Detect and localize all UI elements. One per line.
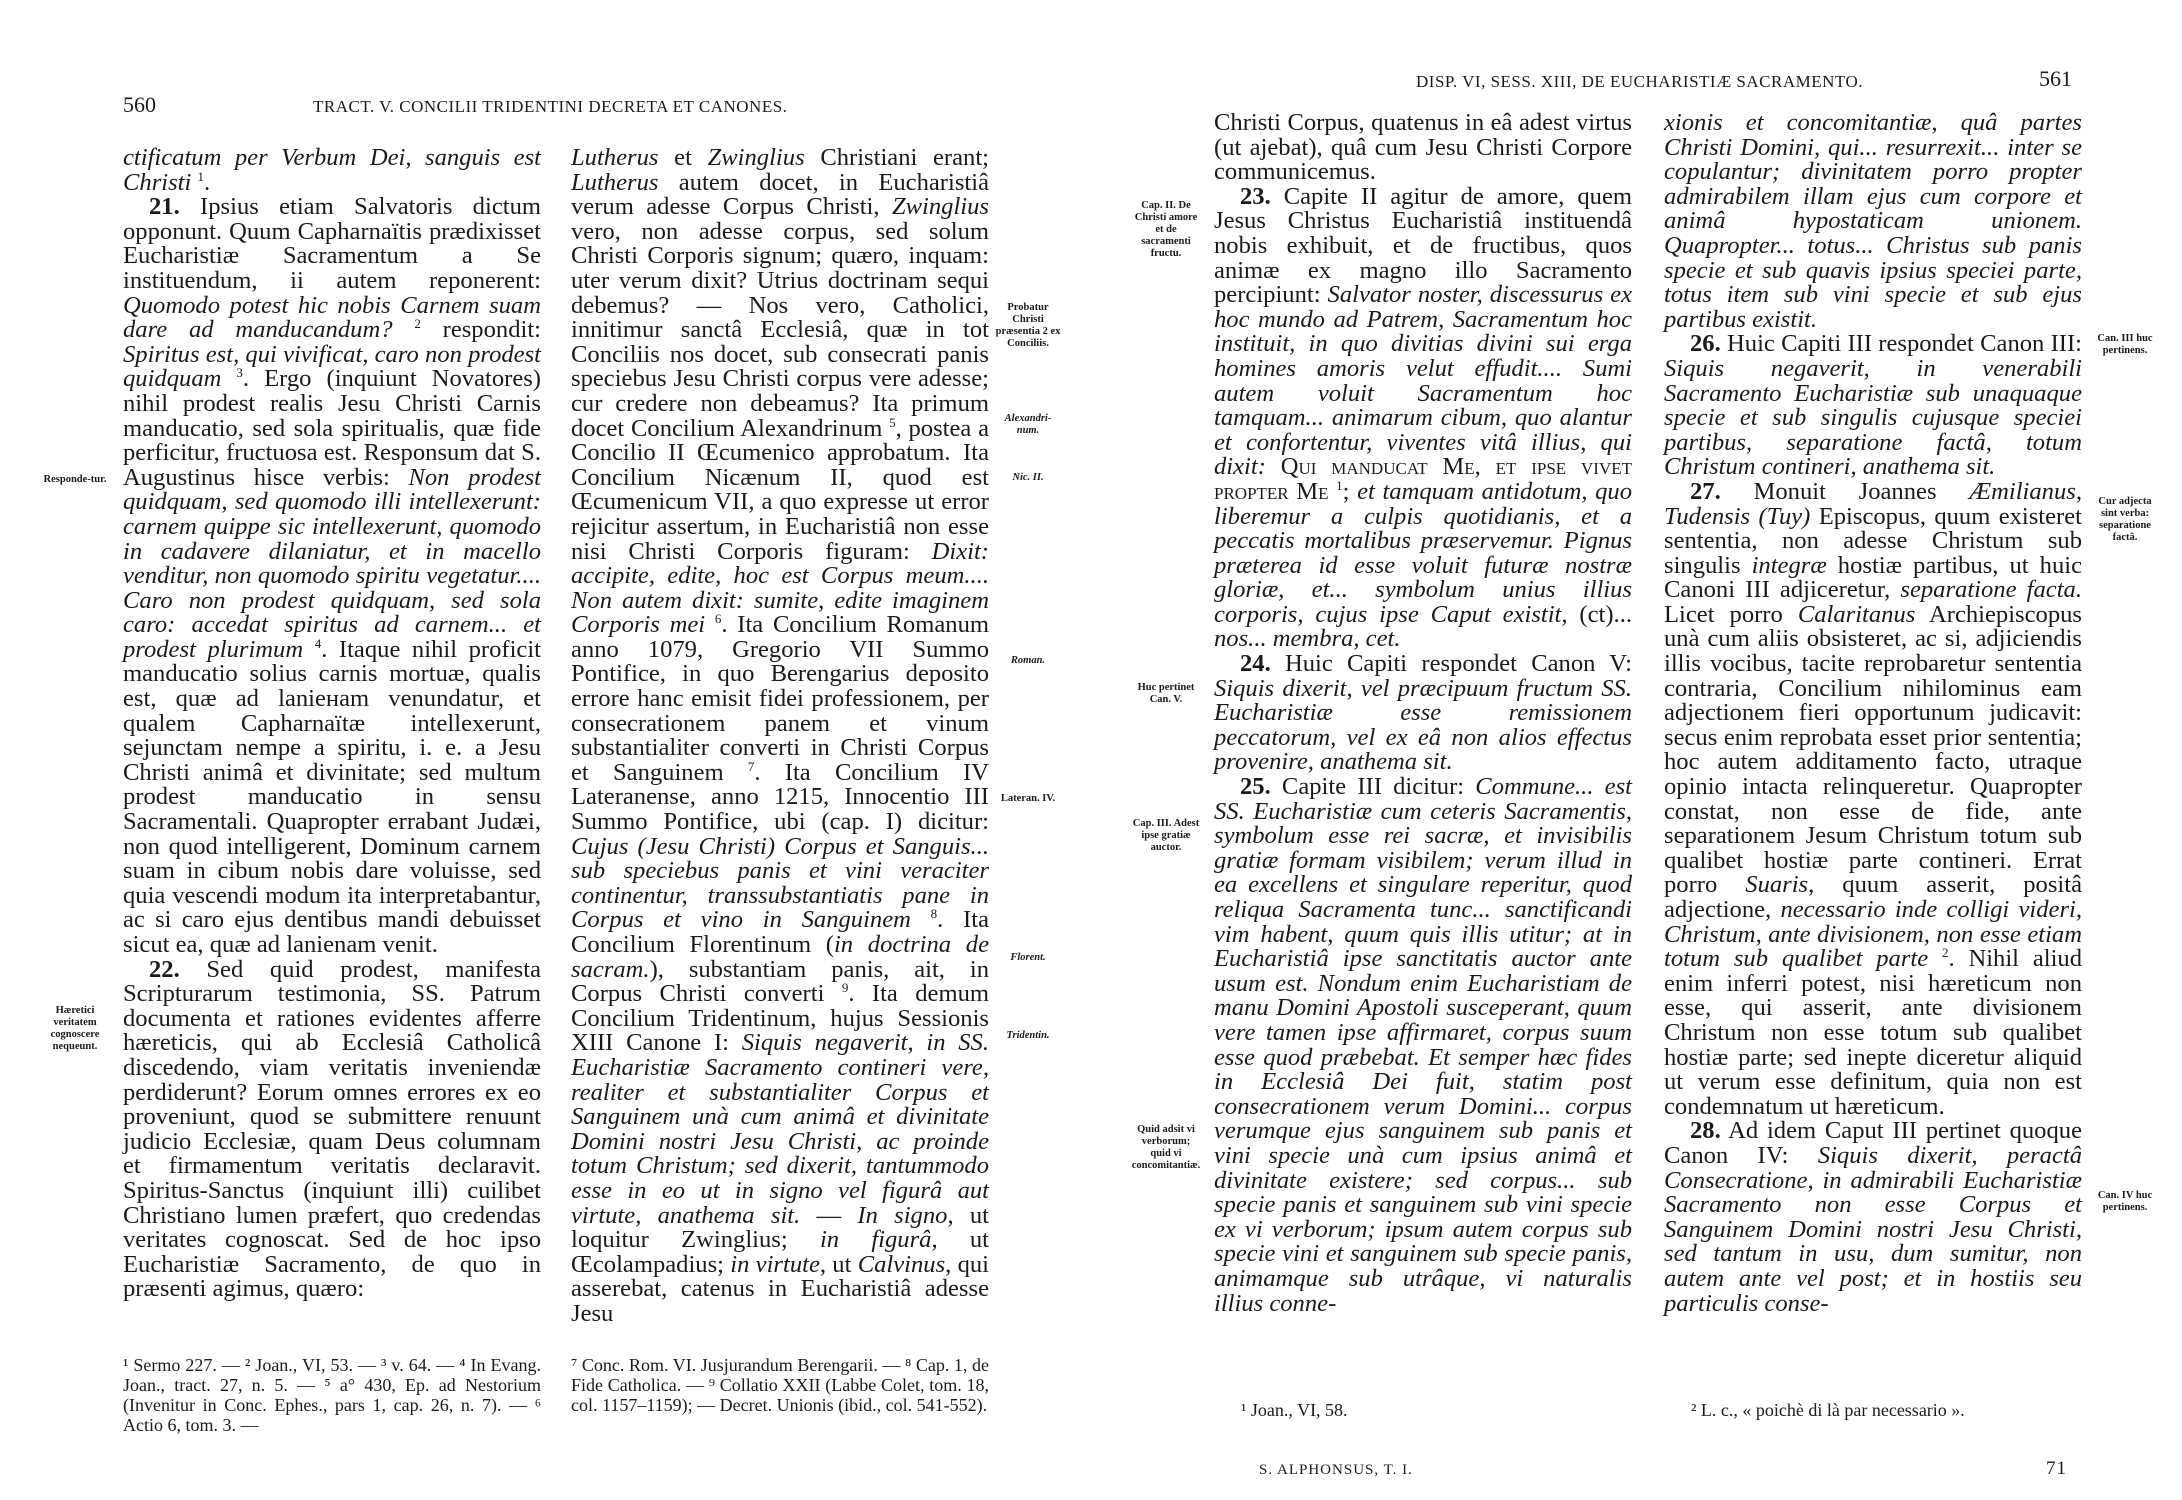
margin-note-lateran: Lateran. IV. — [1000, 793, 1056, 804]
margin-note-cur: Cur adjecta sint verba: separatione factâ. — [2098, 496, 2152, 543]
text-column-3: Christi Corpus, quatenus in eâ adest virtus (ut ajebat), quâ cum Jesu Christi Corpore communicemus. 23. Capite II agitur de amore, quem Jesus Christus Eucharistiâ instituendâ nobis exhibuit, et de fructibus, quos animæ ex magno illo Sacramento percipiunt: Salvator noster, discessurus ex hoc mundo ad Patrem, Sacramentum hoc instituit, in quo divitias divini sui erga homines amoris velut effudit.... Sumi autem voluit Sacramentum hoc tamquam... animarum cibum, quo alantur et confortentur, viventes vitâ illius, qui dixit: Qui manducat Me, et ipse vivet propter Me $^1$; et tamquam antidotum, quo liberemur a culpis quotidianis, et a peccatis mortalibus præservemur. Pignus præterea id esse voluit futuræ nostræ gloriæ, et... symbolum unius illius corporis, cujus ipse Caput existit, (ct)... nos... membra, cet. 24. Huic Capiti respondet Canon V: Siquis dixerit, vel præcipuum fructum SS. Eucharistiæ esse remissionem peccatorum, vel ex eâ non alios effectus provenire, anathema sit. 25. Capite III dicitur: Commune... est SS. Eucharistiæ cum ceteris Sacramentis, symbolum esse rei sacræ, et invisibilis gratiæ formam visibilem; verum illud in ea excellens et singulare reperitur, quod reliqua Sacramenta tunc... sanctificandi vim habent, quum quis illis utitur; at in Eucharistiâ ipse sanctitatis auctor ante usum est. Nondum enim Eucharistiam de manu Domini Apostoli susceperant, quum vere tamen ipse affirmaret, corpus suum esse quod præbebat. Et semper hæc fides in Ecclesiâ Dei fuit, statim post consecrationem verum Domini... corpus verumque ejus sanguinem sub panis et vini specie unà cum ipsius animâ et divinitate existere; sed corpus... sub specie panis et sanguinem sub vini specie ex vi verborum; ipsum autem corpus sub specie vini et sanguinem sub specie panis, animamque sub utrâque, vi naturalis illius conne- — [1214, 109, 1632, 1317]
running-head: DISP. VI, SESS. XIII, DE EUCHARISTIÆ SACRAMENTO. — [1416, 72, 1863, 91]
right-page — [1091, 0, 2182, 1500]
footnotes-column-1: ¹ Sermo 227. — ² Joan., VI, 53. — ³ v. 64. — ⁴ In Evang. Joan., tract. 27, n. 5. — ⁵ a° 430, Ep. ad Nestorium (Invenitur in Conc. Ephes., pars 1, cap. 26, n. 7). — ⁶ Actio 6, tom. 3. — — [123, 1355, 541, 1435]
footnotes-column-3: ¹ Joan., VI, 58. — [1241, 1400, 1348, 1420]
margin-note-cap3: Cap. III. Adest ipse gratiæ auctor. — [1132, 818, 1200, 853]
text-column-1: ctificatum per Verbum Dei, sanguis est Christi $^1$. 21. Ipsius etiam Salvatoris dictum opponunt. Quum Capharnaïtis prædixisset Eucharistiæ Sacramentum a Se instituendum, ii autem reponerent: Quomodo potest hic nobis Carnem suam dare ad manducandum? $^2$ respondit: Spiritus est, qui vivificat, caro non prodest quidquam $^3$. Ergo (inquiunt Novatores) nihil prodest realis Jesu Christi Carnis manducatio, sed sola spiritualis, quæ fide perficitur, fructuosa est. Responsum dat S. Augustinus hisce verbis: Non prodest quidquam, sed quomodo illi intellexerunt: carnem quippe sic intellexerunt, quomodo in cadavere dilaniatur, et in macello venditur, non quomodo spiritu vegetatur.... Caro non prodest quidquam, sed sola caro: accedat spiritus ad carnem... et prodest plurimum $^4$. Itaque nihil proficit manducatio solius carnis mortuæ, qualis est, quæ ad laniенam venundatur, et qualem Capharnaïtæ intellexerunt, sejunctam nempe a spiritu, i. e. a Jesu Christi animâ et divinitate; sed multum prodest manducatio in sensu Sacramentali. Quapropter errabant Judæi, non quod intelligerent, Dominum carnem suam in cibum nobis dare voluisse, sed quia vescendi modum ita interpretabantur, ac si caro ejus dentibus mandi debuisset sicut ea, quæ ad lanienam venit. 22. Sed quid prodest, manifesta Scripturarum testimonia, SS. Patrum documenta et rationes evidentes afferre hæreticis, qui ab Ecclesiâ Catholicâ discedendo, viam veritatis inveniendæ perdiderunt? Eorum omnes errores ex eo proveniunt, quod se submittere renuunt judicio Ecclesiæ, quam Deus columnam et firmamentum veritatis declaravit. Spiritus-Sanctus (inquiunt illi) cuilibet Christiano lumen præfert, quo credendas veritates cognoscat. Sed de hoc ipso Eucharistiæ Sacramento, de quo in præsenti agimus, quæro: — [123, 144, 542, 1303]
text-column-4: xionis et concomitantiæ, quâ partes Christi Domini, qui... resurrexit... inter se copulantur; divinitatem porro propter admirabilem illam ejus cum corpore et animâ hypostaticam unionem. Quapropter... totus... Christus sub panis specie et sub quavis ipsius speciei parte, totus item sub vini specie et sub ejus partibus existit. 26. Huic Capiti III respondet Canon III: Siquis negaverit, in venerabili Sacramento Eucharistiæ sub unaquaque specie et sub singulis cujusque speciei partibus, separatione factâ, totum Christum contineri, anathema sit. 27. Monuit Joannes Æmilianus, Tudensis (Tuy) Episcopus, quum existeret sententia, non adesse Christum sub singulis integræ hostiæ partibus, ut huic Canoni III adjiceretur, separatione facta. Licet porro Calaritanus Archiepiscopus unà cum aliis obsisteret, ac si, adjiciendis illis vocibus, tacite reprobaretur sententia contraria, Concilium nihilominus eam adjectionem fieri opportunum judicavit: secus enim reprobata esset prior sententia; hoc autem additamento facto, utraque opinio intacta relinquеretur. Quapropter constat, non esse de fide, ante separationem Jesum Christum totum sub qualibet hostiæ parte contineri. Errat porro Suaris, quum asserit, positâ adjectione, necessario inde colligi videri, Christum, ante divisionem, non esse etiam totum sub qualibet parte $^2$. Nihil aliud enim inferri potest, nisi hæreticum non esse, qui asserit, ante divisionem Christum non esse totum sub qualibet hostiæ parte; sed inepte diceretur aliquid ut verum esse definitum, quia non est condemnatum ut hæreticum. 28. Ad idem Caput III pertinet quoque Canon IV: Siquis dixerit, peractâ Consecratione, in admirabili Eucharistiæ Sacramento non esse Corpus et Sanguinem Domini nostri Jesu Christi, sed tantum in usu, dum sumitur, non autem ante vel post; et in hostiis seu particulis conse- — [1664, 109, 2082, 1317]
running-head: TRACT. V. CONCILII TRIDENTINI DECRETA ET CANONES. — [313, 97, 788, 116]
margin-note-can4: Can. IV huc pertinens. — [2097, 1190, 2153, 1213]
margin-note-probatur: Probatur Christi præsentia 2 ex Conciliis. — [995, 302, 1061, 349]
page-number: 561 — [2039, 66, 2072, 91]
margin-note-tridentin: Tridentin. — [1006, 1030, 1050, 1041]
margin-note-huc: Huc pertinet Can. V. — [1137, 682, 1195, 705]
margin-note-cap2: Cap. II. De Christi amore et de sacramenti fructu. — [1134, 200, 1198, 259]
margin-note-quid: Quid adsit vi verborum; quid vi concomitantiæ. — [1131, 1124, 1201, 1171]
margin-note-respondetur: Responde-tur. — [43, 474, 107, 485]
signature-mark: S. ALPHONSUS, T. I. — [1259, 1462, 1413, 1478]
footnotes-column-2: ⁷ Conc. Rom. VI. Jusjurandum Berengarii. — ⁸ Cap. 1, de Fide Catholica. — ⁹ Collatio XXII (Labbe Colet, tom. 18, col. 1157–1159); — Decret. Unionis (ibid., col. 541-552). — [571, 1355, 989, 1415]
text-column-2: Lutherus et Zwinglius Christiani erant; Lutherus autem docet, in Eucharistiâ verum adesse Corpus Christi, Zwinglius vero, non adesse corpus, sed solum Christi Corporis signum; quæro, inquam: uter verum dixit? Utrius doctrinam sequi debemus? — Nos vero, Catholici, innitimur sanctâ Ecclesiâ, quæ in tot Conciliis nos docet, sub consecrati panis speciebus Jesu Christi corpus vere adesse; cur credere non debeamus? Ita primum docet Concilium Alexandrinum $^5$, postea a Concilio II Œcumenico approbatum. Ita Concilium Nicænum II, quod est Œcumenicum VII, a quo expresse ut error rejicitur assertum, in Eucharistiâ non esse nisi Christi Corporis figuram: Dixit: accipite, edite, hoc est Corpus meum.... Non autem dixit: sumite, edite imaginem Corporis mei $^6$. Ita Concilium Romanum anno 1079, Gregorio VII Summo Pontifice, in quo Berengarius deposito errore hanc emisit fidei professionem, per consecrationem panem et vinum substantialiter converti in Christi Corpus et Sanguinem $^7$. Ita Concilium IV Lateranense, anno 1215, Innocentio III Summo Pontifice, ubi (cap. I) dicitur: Cujus (Jesu Christi) Corpus et Sanguis... sub speciebus panis et vini veraciter continentur, transsubstantiatis pane in Corpus et vino in Sanguinem $^8$. Ita Concilium Florentinum (in doctrina de sacram.), substantiam panis, ait, in Corpus Christi converti $^9$. Ita demum Concilium Tridentinum, hujus Sessionis XIII Canone I: Siquis negaverit, in SS. Eucharistiæ Sacramento contineri vere, realiter et substantialiter Corpus et Sanguinem unà cum animâ et divinitate Domini nostri Jesu Christi, ac proinde totum Christum; sed dixerit, tantummodo esse in eo ut in signo vel figurâ aut virtute, anathema sit. — In signo, ut loquitur Zwinglius; in figurâ, ut Œcolampadius; in virtute, ut Calvinus, qui asserebat, catenus in Eucharistiâ adesse Jesu — [571, 144, 990, 1327]
margin-note-alexandrinum: Alexandri-num. — [1004, 413, 1052, 436]
margin-note-haeretici: Hæretici veritatem cognoscere nequeunt. — [50, 1005, 100, 1052]
margin-note-can3: Can. III huc pertinens. — [2097, 333, 2153, 356]
margin-note-roman: Roman. — [1010, 655, 1046, 666]
footnotes-column-4: ² L. c., « poichè di là par necessario ». — [1691, 1400, 1965, 1420]
margin-note-nic: Nic. II. — [1012, 472, 1044, 483]
margin-note-florent: Florent. — [1010, 952, 1046, 963]
page-number: 560 — [123, 92, 156, 117]
signature-number: 71 — [2046, 1458, 2067, 1479]
